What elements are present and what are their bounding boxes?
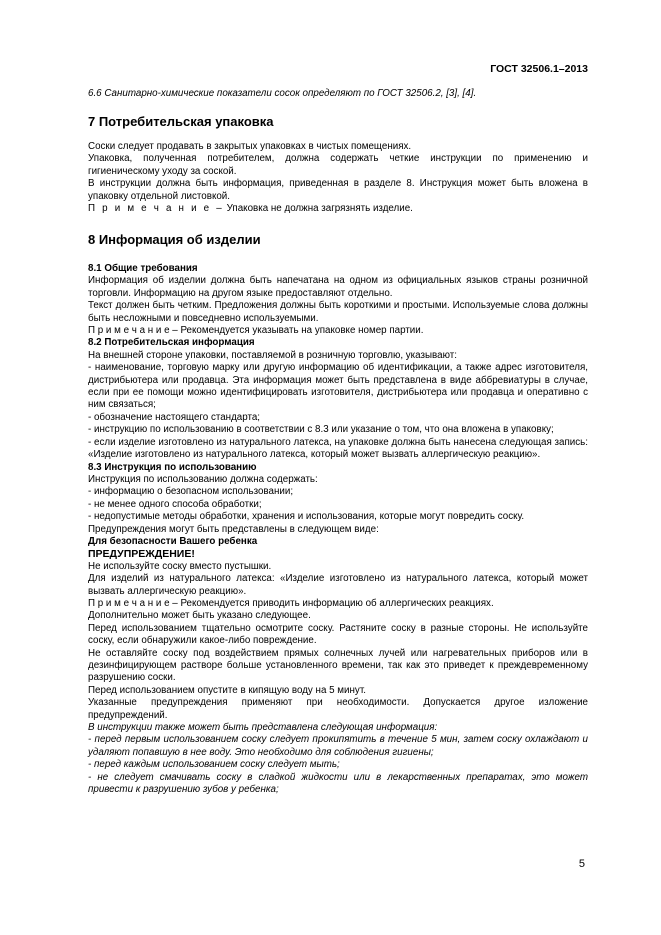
paragraph: Соски следует продавать в закрытых упаковках в чистых помещениях. (88, 141, 412, 152)
paragraph: В инструкции должна быть информация, приведенная в разделе 8. Инструкция может быть вложена в упаковку отдельной листовкой. (88, 178, 588, 202)
document-header: ГОСТ 32506.1–2013 (490, 63, 588, 75)
list-item: - не следует смачивать соску в сладкой жидкости или в лекарственных препаратах, это может привести к разрушению зубов у ребенка; (88, 771, 588, 796)
note-text: Рекомендуется указывать на упаковке номер партии. (180, 325, 424, 337)
warning-caps: ПРЕДУПРЕЖДЕНИЕ! (88, 548, 195, 561)
paragraph: Не оставляйте соску под воздействием прямых солнечных лучей или нагревательных приборов или в дезинфицирующем растворе больше установленного времени, так как это приведет к преждевременному разрушению соски. (88, 647, 588, 684)
note-label: П р и м е ч а н и е – (88, 597, 178, 609)
list-item: - информацию о безопасном использовании; (88, 486, 294, 498)
paragraph: В инструкции также может быть представлена следующая информация: (88, 722, 438, 734)
paragraph: Указанные предупреждения применяют при необходимости. Допускается другое изложение предупреждений. (88, 697, 588, 721)
paragraph: Дополнительно может быть указано следующее. (88, 610, 311, 622)
paragraph: Не используйте соску вместо пустышки. (88, 560, 272, 572)
note-label: П р и м е ч а н и е – (88, 203, 224, 215)
paragraph: На внешней стороне упаковки, поставляемой в розничную торговлю, указывают: (88, 349, 457, 361)
list-item: - инструкцию по использованию в соответствии с 8.3 или указание о том, что она вложена в упаковку; (88, 424, 554, 436)
list-item: - не менее одного способа обработки; (88, 498, 262, 510)
note (88, 325, 588, 337)
paragraph: Информация об изделии должна быть напечатана на одном из официальных языков страны розничной торговли. Информацию на другом языке предоставляют отдельно. (88, 275, 588, 299)
list-item: - перед каждым использованием соску следует мыть; (88, 759, 340, 771)
paragraph: Перед использованием тщательно осмотрите соску. Растяните соску в разные стороны. Не используйте соску, если обнаружили какое-либо повреждение. (88, 622, 588, 647)
section-7-body (88, 141, 588, 215)
paragraph: Для изделий из натурального латекса: «Изделие изготовлено из натурального латекса, который может вызвать аллергическую реакцию». (88, 573, 588, 597)
section-8-body (88, 263, 588, 796)
note-label: П р и м е ч а н и е – (88, 325, 178, 337)
paragraph: Упаковка, полученная потребителем, должна содержать четкие инструкции по применению и гигиеническому уходу за соской. (88, 153, 588, 177)
paragraph: Предупреждения могут быть представлены в следующем виде: (88, 523, 379, 535)
clause-8-1-heading: 8.1 Общие требования (88, 263, 198, 274)
list-item: - перед первым использованием соску следует прокипятить в течение 5 мин, затем соску охлаждают и удаляют попавшую в нее воду. Это необходимо для соблюдения гигиены; (88, 734, 588, 758)
list-item: - если изделие изготовлено из натурального латекса, на упаковке должна быть нанесена следующая запись: «Изделие изготовлено из натурального латекса, который может вызвать аллергическую реакцию». (88, 436, 588, 461)
clause-8-3-heading: 8.3 Инструкция по использованию (88, 461, 257, 473)
list-item: - обозначение настоящего стандарта; (88, 411, 261, 423)
warning-title: Для безопасности Вашего ребенка (88, 535, 258, 547)
list-item: - наименование, торговую марку или другую информацию об идентификации, а также адрес изготовителя, дистрибьютера или продавца. Эта информация может быть представлена в виде аббревиатуры в случае, если при ее помощи можно идентифицировать изготовителя, дистрибьютера или продавца и оперативно с ним связаться; (88, 362, 588, 411)
note-text: Рекомендуется приводить информацию об аллергических реакциях. (180, 597, 494, 609)
note-text: Упаковка не должна загрязнять изделие. (226, 203, 413, 215)
note (88, 203, 588, 215)
note (88, 598, 588, 610)
section-8-heading: 8 Информация об изделии (88, 232, 261, 247)
list-item: - недопустимые методы обработки, хранения и использования, которые могут повредить соску. (88, 511, 525, 523)
paragraph: Перед использованием опустите в кипящую воду на 5 минут. (88, 684, 366, 696)
page-number: 5 (578, 858, 585, 870)
section-7-heading: 7 Потребительская упаковка (88, 114, 274, 129)
clause-6-6: 6.6 Санитарно-химические показатели сосок определяют по ГОСТ 32506.2, [3], [4]. (88, 88, 477, 99)
clause-8-2-heading: 8.2 Потребительская информация (88, 337, 255, 349)
paragraph: Текст должен быть четким. Предложения должны быть короткими и простыми. Используемые слова должны быть несложными и повседневно используемыми. (88, 300, 588, 324)
paragraph: Инструкция по использованию должна содержать: (88, 473, 318, 485)
